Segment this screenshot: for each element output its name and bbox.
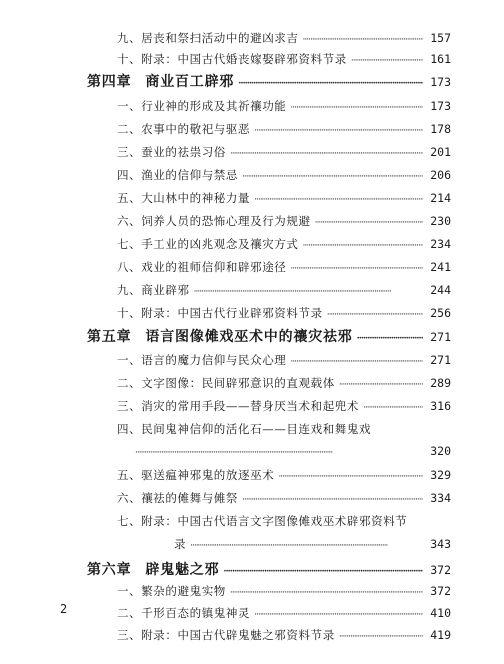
entry-page: 289 bbox=[430, 376, 451, 390]
entry-title: 附录：中国古代婚丧嫁娶辟邪资料节录 bbox=[141, 52, 347, 66]
entry-title: 语言的魔力信仰与民众心理 bbox=[141, 353, 287, 367]
dot-leader bbox=[194, 283, 423, 297]
dot-leader bbox=[254, 191, 423, 205]
dot-leader bbox=[278, 468, 423, 482]
toc-entry bbox=[117, 352, 451, 368]
chapter-page: 173 bbox=[430, 75, 451, 89]
dot-leader bbox=[303, 237, 423, 251]
dot-leader bbox=[290, 353, 423, 367]
entry-number: 四、 bbox=[117, 168, 142, 182]
entry-title: 繁杂的避鬼实物 bbox=[141, 584, 226, 598]
entry-number: 三、 bbox=[117, 399, 142, 413]
toc-entry bbox=[117, 259, 451, 275]
dot-leader bbox=[303, 31, 423, 45]
chapter-page: 271 bbox=[430, 330, 451, 344]
toc-entry bbox=[117, 605, 451, 621]
entry-title: 附录：中国古代语言文字图像傩戏巫术辟邪资料节 bbox=[141, 514, 408, 528]
toc-entry bbox=[117, 305, 451, 321]
entry-number: 十、 bbox=[117, 52, 142, 66]
entry-title: 渔业的信仰与禁忌 bbox=[141, 168, 239, 182]
entry-page: 173 bbox=[430, 99, 451, 113]
entry-page: 316 bbox=[430, 399, 451, 413]
chapter-heading bbox=[87, 326, 451, 346]
entry-title: 居丧和祭扫活动中的避凶求吉 bbox=[141, 31, 299, 45]
dot-leader bbox=[315, 214, 423, 228]
toc-entry bbox=[117, 190, 451, 206]
dot-leader bbox=[254, 606, 423, 620]
chapter-label: 第四章 bbox=[87, 74, 132, 90]
dot-leader bbox=[230, 145, 423, 159]
entry-title: 民间鬼神信仰的活化石——目连戏和舞鬼戏 bbox=[141, 422, 372, 436]
entry-number: 六、 bbox=[117, 491, 142, 505]
toc-entry bbox=[117, 583, 451, 599]
entry-title: 禳祛的傩舞与傩祭 bbox=[141, 491, 239, 505]
entry-number: 九、 bbox=[117, 283, 142, 297]
entry-title-continued: 录 bbox=[174, 537, 187, 551]
chapter-title: 辟鬼魅之邪 bbox=[145, 562, 220, 578]
toc-entry bbox=[117, 398, 451, 414]
toc-entry bbox=[117, 236, 451, 252]
entry-page: 256 bbox=[430, 306, 451, 320]
entry-page: 372 bbox=[430, 584, 451, 598]
dot-leader bbox=[357, 329, 423, 345]
dot-leader bbox=[290, 99, 423, 113]
entry-page: 201 bbox=[430, 145, 451, 159]
toc-entry bbox=[117, 167, 451, 183]
entry-number: 二、 bbox=[117, 376, 142, 390]
entry-number: 五、 bbox=[117, 191, 142, 205]
toc-entry-first-line bbox=[117, 421, 371, 437]
entry-number: 一、 bbox=[117, 99, 142, 113]
entry-page: 329 bbox=[430, 468, 451, 482]
entry-page: 234 bbox=[430, 237, 451, 251]
entry-number: 四、 bbox=[117, 422, 142, 436]
entry-title: 大山林中的神秘力量 bbox=[141, 191, 251, 205]
entry-number: 三、 bbox=[117, 145, 142, 159]
entry-page: 410 bbox=[430, 606, 451, 620]
entry-page: 343 bbox=[430, 537, 451, 551]
entry-number: 八、 bbox=[117, 260, 142, 274]
toc-entry bbox=[117, 467, 451, 483]
dot-leader bbox=[230, 584, 423, 598]
chapter-title: 商业百工辟邪 bbox=[145, 74, 235, 90]
entry-page: 244 bbox=[430, 283, 451, 297]
entry-title: 消灾的常用手段——替身厌当术和起兜术 bbox=[141, 399, 360, 413]
entry-title: 驱送瘟神邪鬼的放逐巫术 bbox=[141, 468, 275, 482]
entry-page: 230 bbox=[430, 214, 451, 228]
toc-entry-first-line bbox=[117, 513, 451, 529]
entry-page: 214 bbox=[430, 191, 451, 205]
dot-leader bbox=[135, 444, 423, 458]
entry-page: 419 bbox=[430, 628, 451, 642]
chapter-title: 语言图像傩戏巫术中的禳灾祛邪 bbox=[145, 329, 353, 345]
entry-page: 157 bbox=[430, 31, 451, 45]
entry-title: 千形百态的镇鬼神灵 bbox=[141, 606, 251, 620]
page-number: 2 bbox=[60, 602, 68, 616]
dot-leader bbox=[254, 122, 423, 136]
entry-page: 334 bbox=[430, 491, 451, 505]
chapter-label: 第五章 bbox=[87, 329, 132, 345]
dot-leader bbox=[223, 562, 423, 578]
dot-leader bbox=[339, 628, 423, 642]
entry-number: 二、 bbox=[117, 122, 142, 136]
dot-leader bbox=[339, 376, 423, 390]
entry-number: 十、 bbox=[117, 306, 142, 320]
entry-title: 附录：中国古代行业辟邪资料节录 bbox=[141, 306, 323, 320]
toc-entry bbox=[117, 375, 451, 391]
chapter-label: 第六章 bbox=[87, 562, 132, 578]
dot-leader bbox=[290, 260, 423, 274]
entry-page: 161 bbox=[430, 52, 451, 66]
entry-title: 商业辟邪 bbox=[141, 283, 190, 297]
entry-title: 戏业的祖师信仰和辟邪途径 bbox=[141, 260, 287, 274]
entry-number: 二、 bbox=[117, 606, 142, 620]
toc-entry bbox=[117, 144, 451, 160]
entry-number: 七、 bbox=[117, 237, 142, 251]
entry-title: 行业神的形成及其祈禳功能 bbox=[141, 99, 287, 113]
toc-entry bbox=[117, 282, 451, 298]
dot-leader bbox=[242, 491, 423, 505]
chapter-heading bbox=[87, 559, 451, 579]
dot-leader bbox=[190, 537, 423, 551]
entry-title: 文字图像：民间辟邪意识的直观载体 bbox=[141, 376, 335, 390]
entry-number: 九、 bbox=[117, 31, 142, 45]
entry-number: 一、 bbox=[117, 353, 142, 367]
toc-entry bbox=[117, 98, 451, 114]
entry-title: 蚕业的祛祟习俗 bbox=[141, 145, 226, 159]
toc-entry-continuation bbox=[174, 536, 451, 552]
toc-entry bbox=[117, 51, 451, 67]
toc-entry bbox=[117, 121, 451, 137]
dot-leader bbox=[363, 399, 423, 413]
toc-entry-continuation bbox=[135, 444, 451, 458]
entry-page: 178 bbox=[430, 122, 451, 136]
chapter-heading bbox=[87, 71, 451, 91]
toc-entry bbox=[117, 213, 451, 229]
entry-title: 附录：中国古代辟鬼魅之邪资料节录 bbox=[141, 628, 335, 642]
entry-title: 农事中的敬祀与驱恶 bbox=[141, 122, 251, 136]
toc-entry bbox=[117, 627, 451, 643]
entry-page: 241 bbox=[430, 260, 451, 274]
entry-number: 七、 bbox=[117, 514, 142, 528]
entry-number: 六、 bbox=[117, 214, 142, 228]
entry-title: 饲养人员的恐怖心理及行为规避 bbox=[141, 214, 311, 228]
toc-entry bbox=[117, 30, 451, 46]
toc-entry bbox=[117, 490, 451, 506]
dot-leader bbox=[242, 168, 423, 182]
chapter-page: 372 bbox=[430, 563, 451, 577]
entry-number: 三、 bbox=[117, 628, 142, 642]
entry-page: 271 bbox=[430, 353, 451, 367]
entry-page: 206 bbox=[430, 168, 451, 182]
entry-number: 一、 bbox=[117, 584, 142, 598]
dot-leader bbox=[327, 306, 423, 320]
dot-leader bbox=[351, 52, 423, 66]
entry-page: 320 bbox=[430, 444, 451, 458]
entry-title: 手工业的凶兆观念及禳灾方式 bbox=[141, 237, 299, 251]
entry-number: 五、 bbox=[117, 468, 142, 482]
dot-leader bbox=[238, 74, 423, 90]
